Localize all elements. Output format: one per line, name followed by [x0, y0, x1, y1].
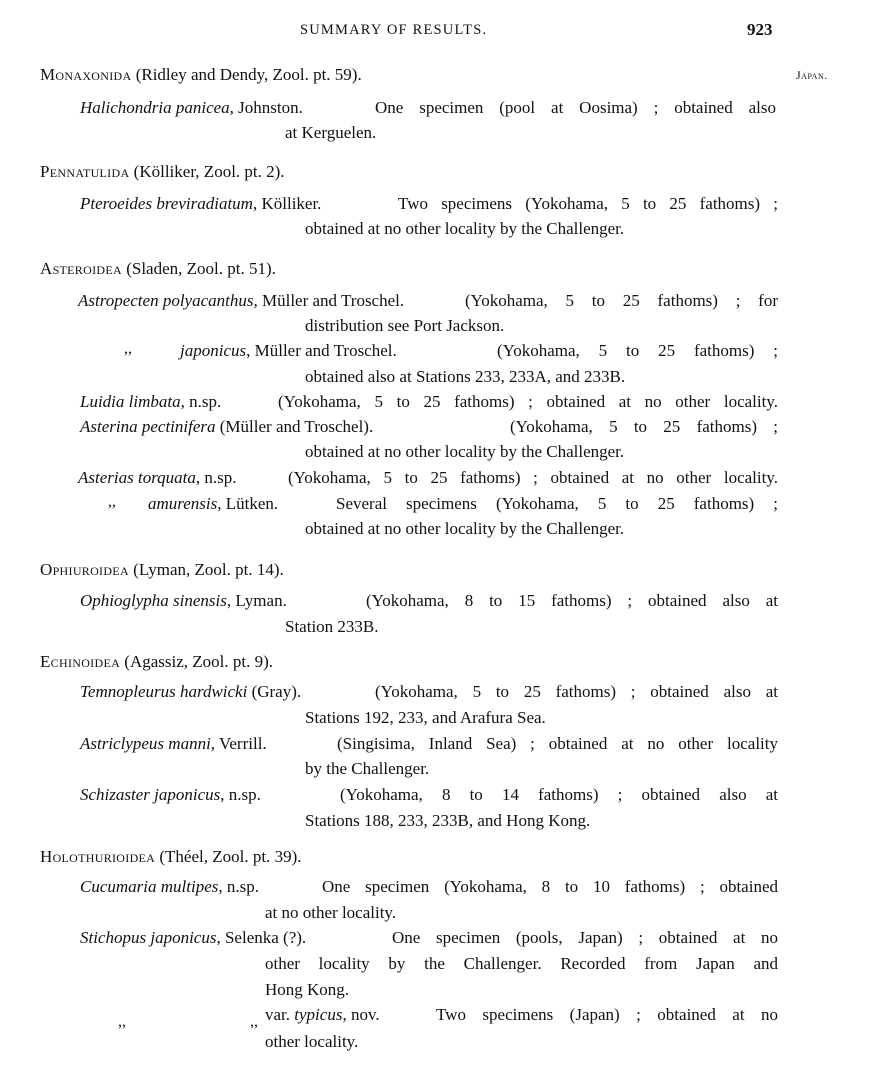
species-name: Asterina pectinifera — [80, 417, 216, 436]
species-name: Temnopleurus hardwicki — [80, 682, 248, 701]
species-name: typicus — [294, 1005, 343, 1024]
ditto-mark: ,, — [108, 493, 116, 510]
document-page: SUMMARY OF RESULTS. 923 Japan. Monaxonida (Ridley and Dendy, Zool. pt. 59). Halichondria panicea, Johnston. One specimen (pool at Oosima) ; obtained also at Kerguelen. Pennatulida (Kölliker, Zool. pt. 2). Pteroeides breviradiatum, Kölliker. Two specimens (Yokohama, 5 to 25 fathoms) ; obtained at no other locality by the Challenger. Asteroidea (Sladen, Zool. pt. 51). Astropecten polyacanthus, Müller and Troschel. (Yokohama, 5 to 25 fathoms) ; for distribution see Port Jackson. ,, japonicus, Müller and Troschel. (Yokohama, 5 to 25 fathoms) ; obtained also at Stations 233, 233A, and 233B. Luidia limbata, n.sp. (Yokohama, 5 to 25 fathoms) ; obtained at no other locality. Asterina pectinifera (Müller and Troschel). (Yokohama, 5 to 25 fathoms) ; obtained at no other locality by the Challenger. Asterias torquata, n.sp. (Yokohama, 5 to 25 fathoms) ; obtained at no other locality. ,, amurensis, Lütken. Several specimens (Yokohama, 5 to 25 fathoms) ; obtained at no other locality by the Challenger. Ophiuroidea (Lyman, Zool. pt. 14). Ophioglypha sinensis, Lyman. (Yokohama, 8 to 15 fathoms) ; obtained also at Station 233B. Echinoidea (Agassiz, Zool. pt. 9). Temnopleurus hardwicki (Gray). (Yokohama, 5 to 25 fathoms) ; obtained also at Stations 192, 233, and Arafura Sea. Astriclypeus manni, Verrill. (Singisima, Inland Sea) ; obtained at no other locality by the Challenger. Schizaster japonicus, n.sp. (Yokohama, 8 to 14 fathoms) ; obtained also at Stations 188, 233, 233B, and Hong Kong. Holothurioidea (Théel, Zool. pt. 39). Cucumaria multipes, n.sp. One specimen (Yokohama, 8 to 10 fathoms) ; obtained at no other locality. Stichopus japonicus, Selenka (?). One specimen (pools, Japan) ; obtained at no other locality by the Challenger. Recorded from Japan and Hong Kong. ,, ,, var. typicus, nov. Two specimens (Japan) ; obtained at no other locality. — [0, 0, 880, 1075]
species-name: Asterias torquata — [78, 468, 196, 487]
running-title: SUMMARY OF RESULTS. — [300, 22, 488, 38]
species-name: amurensis — [148, 494, 218, 513]
section-heading-echinoidea: Echinoidea (Agassiz, Zool. pt. 9). — [40, 652, 274, 671]
page-number: 923 — [747, 20, 773, 39]
section-heading-pennatulida: Pennatulida (Kölliker, Zool. pt. 2). — [40, 162, 285, 181]
species-name: Schizaster japonicus — [80, 785, 221, 804]
section-heading-holothurioidea: Holothurioidea (Théel, Zool. pt. 39). — [40, 847, 302, 866]
species-name: Astriclypeus manni — [80, 734, 211, 753]
species-name: japonicus — [180, 341, 247, 360]
section-heading-asteroidea: Asteroidea (Sladen, Zool. pt. 51). — [40, 259, 276, 278]
species-name: Stichopus japonicus — [80, 928, 217, 947]
margin-note: Japan. — [796, 68, 828, 82]
ditto-mark: ,, ,, — [118, 1013, 258, 1030]
running-header — [0, 20, 880, 44]
species-name: Cucumaria multipes — [80, 877, 219, 896]
species-name: Pteroeides breviradiatum — [80, 194, 253, 213]
section-heading-monaxonida: Monaxonida (Ridley and Dendy, Zool. pt. 59). — [40, 65, 362, 84]
section-heading-ophiuroidea: Ophiuroidea (Lyman, Zool. pt. 14). — [40, 560, 284, 579]
ditto-mark: ,, — [124, 340, 132, 357]
species-name: Astropecten polyacanthus — [78, 291, 254, 310]
species-name: Luidia limbata — [80, 392, 181, 411]
species-name: Ophioglypha sinensis — [80, 591, 227, 610]
species-name: Halichondria panicea — [80, 98, 230, 117]
